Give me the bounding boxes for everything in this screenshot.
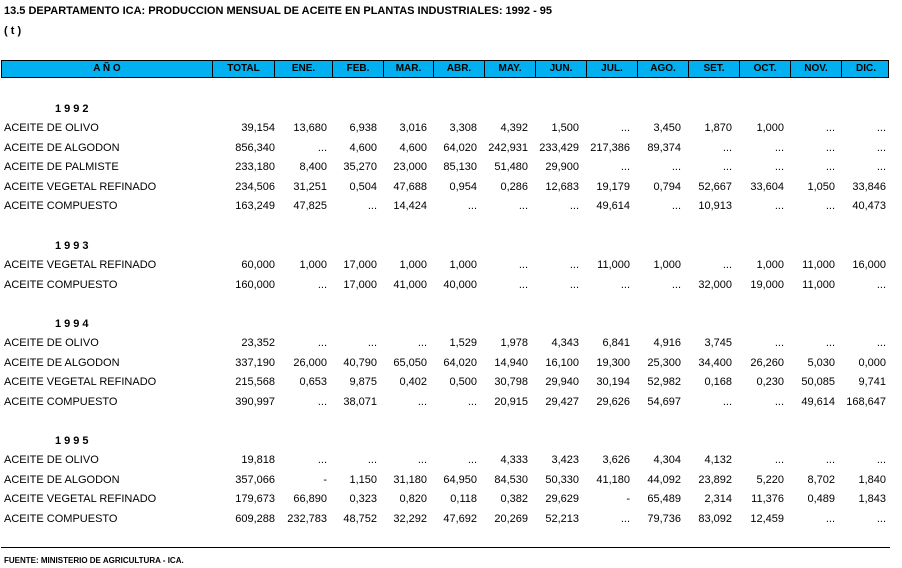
table-cell: 5,220 [756, 473, 784, 486]
table-cell: 26,000 [293, 356, 327, 369]
table-cell: 26,260 [750, 356, 784, 369]
table-cell: 23,892 [698, 473, 732, 486]
table-cell: ... [825, 454, 835, 466]
row-label: ACEITE VEGETAL REFINADO [4, 493, 157, 506]
table-cell: ... [569, 278, 579, 291]
year-heading: 1995 [55, 435, 92, 447]
table-cell: 2,314 [704, 493, 732, 506]
row-label: ACEITE COMPUESTO [4, 395, 118, 408]
table-row [0, 335, 902, 351]
table-cell: 0,323 [349, 493, 377, 506]
column-header: FEB. [332, 61, 383, 77]
table-cell: ... [825, 122, 835, 134]
table-cell: 32,000 [698, 278, 732, 291]
table-cell: ... [722, 161, 732, 174]
table-cell: 14,940 [494, 356, 528, 369]
table-cell: 89,374 [647, 141, 681, 154]
column-header: ENE. [274, 61, 332, 77]
year-heading: 1994 [55, 318, 92, 330]
table-cell: ... [317, 395, 327, 408]
table-cell: 3,423 [551, 454, 579, 466]
table-cell: 49,614 [801, 395, 835, 408]
table-cell: 3,450 [653, 122, 681, 134]
table-cell: 13,680 [293, 122, 327, 134]
table-cell: 49,614 [596, 200, 630, 213]
column-header: A Ñ O [93, 63, 121, 74]
unit-label: ( t ) [4, 25, 22, 37]
table-cell: 1,050 [807, 180, 835, 193]
table-cell: 54,697 [647, 395, 681, 408]
row-label: ACEITE DE OLIVO [4, 122, 99, 134]
table-cell: 160,000 [235, 278, 275, 291]
table-cell: 30,194 [596, 376, 630, 389]
table-cell: ... [417, 395, 427, 408]
table-cell: 31,251 [293, 180, 327, 193]
table-cell: 10,913 [698, 200, 732, 213]
table-cell: 84,530 [494, 473, 528, 486]
table-cell: ... [825, 200, 835, 213]
table-row [0, 198, 902, 214]
table-cell: ... [876, 122, 886, 134]
table-cell: 1,870 [704, 122, 732, 134]
table-cell: ... [722, 395, 732, 408]
row-label: ACEITE VEGETAL REFINADO [4, 180, 157, 193]
table-row [0, 257, 902, 273]
table-cell: 1,840 [858, 473, 886, 486]
table-cell: 41,180 [596, 473, 630, 486]
row-label: ACEITE COMPUESTO [4, 512, 118, 525]
table-cell: 85,130 [443, 161, 477, 174]
table-cell: ... [467, 395, 477, 408]
table-cell: ... [722, 141, 732, 154]
table-cell: 29,900 [545, 161, 579, 174]
table-cell: 609,288 [235, 512, 275, 525]
table-cell: 39,154 [241, 122, 275, 134]
table-cell: ... [774, 454, 784, 466]
table-cell: ... [876, 337, 886, 349]
header-row [1, 60, 889, 78]
table-cell: 0,402 [399, 376, 427, 389]
table-cell: ... [518, 278, 528, 291]
table-cell: 1,000 [449, 259, 477, 271]
table-cell: ... [620, 512, 630, 525]
table-cell: 0,820 [399, 493, 427, 506]
column-header: MAY. [484, 61, 535, 77]
table-cell: 0,382 [500, 493, 528, 506]
row-label: ACEITE DE ALGODON [4, 473, 120, 486]
table-cell: 4,600 [349, 141, 377, 154]
table-cell: 0,118 [450, 493, 477, 506]
table-cell: 19,300 [596, 356, 630, 369]
table-cell: 11,000 [802, 278, 835, 291]
table-cell: 23,352 [241, 337, 275, 349]
table-cell: 31,180 [393, 473, 427, 486]
table-cell: 0,500 [449, 376, 477, 389]
table-cell: 16,000 [852, 259, 886, 271]
table-row [0, 511, 902, 527]
table-cell: 0,954 [449, 180, 477, 193]
table-cell: 0,286 [500, 180, 528, 193]
table-cell: 3,626 [602, 454, 630, 466]
year-heading: 1992 [55, 103, 92, 115]
table-cell: 1,529 [449, 337, 477, 349]
table-cell: 20,915 [494, 395, 528, 408]
table-row [0, 355, 902, 371]
table-cell: 38,071 [343, 395, 377, 408]
table-cell: 40,000 [443, 278, 477, 291]
table-row [0, 491, 902, 507]
table-cell: 12,683 [545, 180, 579, 193]
table-cell: 35,270 [343, 161, 377, 174]
row-label: ACEITE DE PALMISTE [4, 161, 119, 174]
table-cell: ... [317, 454, 327, 466]
table-cell: 14,424 [393, 200, 427, 213]
table-cell: 48,752 [343, 512, 377, 525]
year-heading: 1993 [55, 240, 92, 252]
table-cell: ... [317, 337, 327, 349]
table-cell: 242,931 [488, 141, 528, 154]
table-cell: 4,916 [653, 337, 681, 349]
column-header: NOV. [790, 61, 841, 77]
table-cell: 179,673 [235, 493, 275, 506]
table-row [0, 140, 902, 156]
table-cell: 16,100 [545, 356, 579, 369]
table-cell: 52,213 [545, 512, 579, 525]
table-cell: 64,020 [443, 141, 477, 154]
table-cell: 30,798 [494, 376, 528, 389]
table-cell: 6,938 [349, 122, 377, 134]
table-row [0, 452, 902, 468]
table-cell: ... [367, 454, 377, 466]
table-cell: 217,386 [590, 141, 630, 154]
table-cell: 64,020 [443, 356, 477, 369]
source-note: FUENTE: MINISTERIO DE AGRICULTURA - ICA. [4, 556, 184, 565]
table-cell: 0,230 [756, 376, 784, 389]
table-cell: ... [620, 278, 630, 291]
table-cell: 52,982 [647, 376, 681, 389]
table-cell: ... [671, 278, 681, 291]
table-cell: 51,480 [494, 161, 528, 174]
table-cell: 1,500 [551, 122, 579, 134]
column-header: DIC. [841, 61, 890, 77]
table-cell: 60,000 [241, 259, 275, 271]
column-header: AGO. [637, 61, 688, 77]
table-cell: 337,190 [235, 356, 275, 369]
table-cell: 17,000 [343, 259, 377, 271]
footer-rule [1, 547, 890, 548]
table-row [0, 374, 902, 390]
table-cell: ... [417, 454, 427, 466]
table-cell: 50,085 [801, 376, 835, 389]
table-cell: ... [774, 200, 784, 213]
table-cell: 19,179 [596, 180, 630, 193]
table-cell: ... [518, 200, 528, 213]
table-cell: 34,400 [698, 356, 732, 369]
table-row [0, 472, 902, 488]
table-cell: ... [518, 259, 528, 271]
table-cell: 32,292 [393, 512, 427, 525]
table-cell: ... [367, 337, 377, 349]
table-cell: ... [569, 200, 579, 213]
table-cell: ... [671, 200, 681, 213]
table-cell: 357,066 [235, 473, 275, 486]
table-cell: 11,376 [751, 493, 784, 506]
table-cell: ... [569, 259, 579, 271]
row-label: ACEITE COMPUESTO [4, 200, 118, 213]
column-header: JUN. [535, 61, 586, 77]
table-cell: 0,794 [653, 180, 681, 193]
table-cell: 41,000 [393, 278, 427, 291]
table-cell: ... [367, 200, 377, 213]
column-header: ABR. [433, 61, 484, 77]
table-cell: 33,846 [852, 180, 886, 193]
table-cell: ... [774, 141, 784, 154]
table-cell: 47,688 [393, 180, 427, 193]
row-label: ACEITE DE OLIVO [4, 454, 99, 466]
table-cell: 5,030 [807, 356, 835, 369]
table-cell: ... [825, 161, 835, 174]
table-cell: 50,330 [545, 473, 579, 486]
table-cell: 4,132 [704, 454, 732, 466]
table-cell: 0,000 [858, 356, 886, 369]
table-cell: 1,150 [349, 473, 377, 486]
table-cell: 168,647 [846, 395, 886, 408]
table-cell: ... [467, 200, 477, 213]
table-cell: ... [620, 161, 630, 174]
table-cell: ... [620, 122, 630, 134]
table-cell: 9,741 [858, 376, 886, 389]
row-label: ACEITE DE ALGODON [4, 356, 120, 369]
table-cell: 29,626 [596, 395, 630, 408]
table-cell: ... [876, 454, 886, 466]
table-cell: 234,506 [235, 180, 275, 193]
table-cell: 29,629 [545, 493, 579, 506]
table-cell: ... [722, 259, 732, 271]
row-label: ACEITE VEGETAL REFINADO [4, 376, 157, 389]
column-header: SET. [688, 61, 739, 77]
table-cell: 1,000 [756, 122, 784, 134]
table-cell: ... [876, 161, 886, 174]
table-cell: 6,841 [602, 337, 630, 349]
table-cell: 215,568 [235, 376, 275, 389]
table-cell: 25,300 [647, 356, 681, 369]
table-cell: 4,343 [551, 337, 579, 349]
table-cell: ... [876, 141, 886, 154]
row-label: ACEITE DE OLIVO [4, 337, 99, 349]
table-cell: 65,489 [647, 493, 681, 506]
table-cell: 3,016 [399, 122, 427, 134]
table-cell: 19,818 [241, 454, 275, 466]
table-cell: 64,950 [443, 473, 477, 486]
table-cell: 20,269 [494, 512, 528, 525]
column-header: TOTAL [212, 61, 274, 77]
table-cell: 79,736 [647, 512, 681, 525]
table-cell: 29,940 [545, 376, 579, 389]
table-cell: 19,000 [750, 278, 784, 291]
table-cell: 9,875 [349, 376, 377, 389]
table-cell: - [323, 473, 327, 486]
table-cell: ... [671, 161, 681, 174]
table-cell: 1,000 [653, 259, 681, 271]
table-cell: ... [876, 278, 886, 291]
table-cell: 4,333 [500, 454, 528, 466]
table-row [0, 277, 902, 293]
column-header: MAR. [383, 61, 433, 77]
table-cell: 44,092 [647, 473, 681, 486]
table-cell: 856,340 [235, 141, 275, 154]
table-cell: 8,702 [807, 473, 835, 486]
table-cell: 11,000 [597, 259, 630, 271]
table-cell: ... [825, 512, 835, 525]
table-cell: 163,249 [235, 200, 275, 213]
table-cell: 66,890 [293, 493, 327, 506]
table-cell: ... [467, 454, 477, 466]
table-cell: 47,825 [293, 200, 327, 213]
table-cell: 65,050 [393, 356, 427, 369]
table-cell: 40,473 [852, 200, 886, 213]
table-cell: 52,667 [698, 180, 732, 193]
table-cell: ... [825, 141, 835, 154]
table-cell: ... [774, 337, 784, 349]
table-cell: 390,997 [235, 395, 275, 408]
table-cell: 233,429 [539, 141, 579, 154]
column-header: OCT. [739, 61, 790, 77]
table-cell: 0,168 [704, 376, 732, 389]
table-cell: 3,308 [449, 122, 477, 134]
table-row [0, 159, 902, 175]
table-cell: ... [317, 141, 327, 154]
table-title: 13.5 DEPARTAMENTO ICA: PRODUCCION MENSUAL DE ACEITE EN PLANTAS INDUSTRIALES: 1992 - 95 [4, 5, 553, 17]
table-cell: 1,000 [756, 259, 784, 271]
table-cell: 4,392 [500, 122, 528, 134]
table-cell: ... [876, 512, 886, 525]
table-cell: 83,092 [698, 512, 732, 525]
table-cell: 3,745 [704, 337, 732, 349]
table-cell: - [626, 493, 630, 506]
column-header: JUL. [586, 61, 637, 77]
table-cell: 8,400 [299, 161, 327, 174]
table-cell: 23,000 [393, 161, 427, 174]
table-cell: 17,000 [343, 278, 377, 291]
table-cell: 0,489 [807, 493, 835, 506]
table-cell: 1,843 [858, 493, 886, 506]
table-cell: 4,600 [399, 141, 427, 154]
table-cell: ... [774, 395, 784, 408]
table-cell: 12,459 [750, 512, 784, 525]
table-cell: 0,653 [299, 376, 327, 389]
row-label: ACEITE VEGETAL REFINADO [4, 259, 157, 271]
table-row [0, 179, 902, 195]
row-label: ACEITE DE ALGODON [4, 141, 120, 154]
table-cell: 1,000 [399, 259, 427, 271]
table-cell: 1,978 [500, 337, 528, 349]
table-cell: 1,000 [299, 259, 327, 271]
row-label: ACEITE COMPUESTO [4, 278, 118, 291]
table-cell: 11,000 [802, 259, 835, 271]
table-row [0, 394, 902, 410]
table-cell: ... [825, 337, 835, 349]
table-cell: 40,790 [343, 356, 377, 369]
table-cell: 0,504 [349, 180, 377, 193]
table-cell: 4,304 [653, 454, 681, 466]
table-row [0, 120, 902, 136]
table-cell: ... [417, 337, 427, 349]
table-cell: 29,427 [545, 395, 579, 408]
table-cell: 232,783 [287, 512, 327, 525]
table-cell: ... [317, 278, 327, 291]
table-cell: ... [774, 161, 784, 174]
table-cell: 33,604 [750, 180, 784, 193]
table-cell: 47,692 [443, 512, 477, 525]
table-cell: 233,180 [235, 161, 275, 174]
